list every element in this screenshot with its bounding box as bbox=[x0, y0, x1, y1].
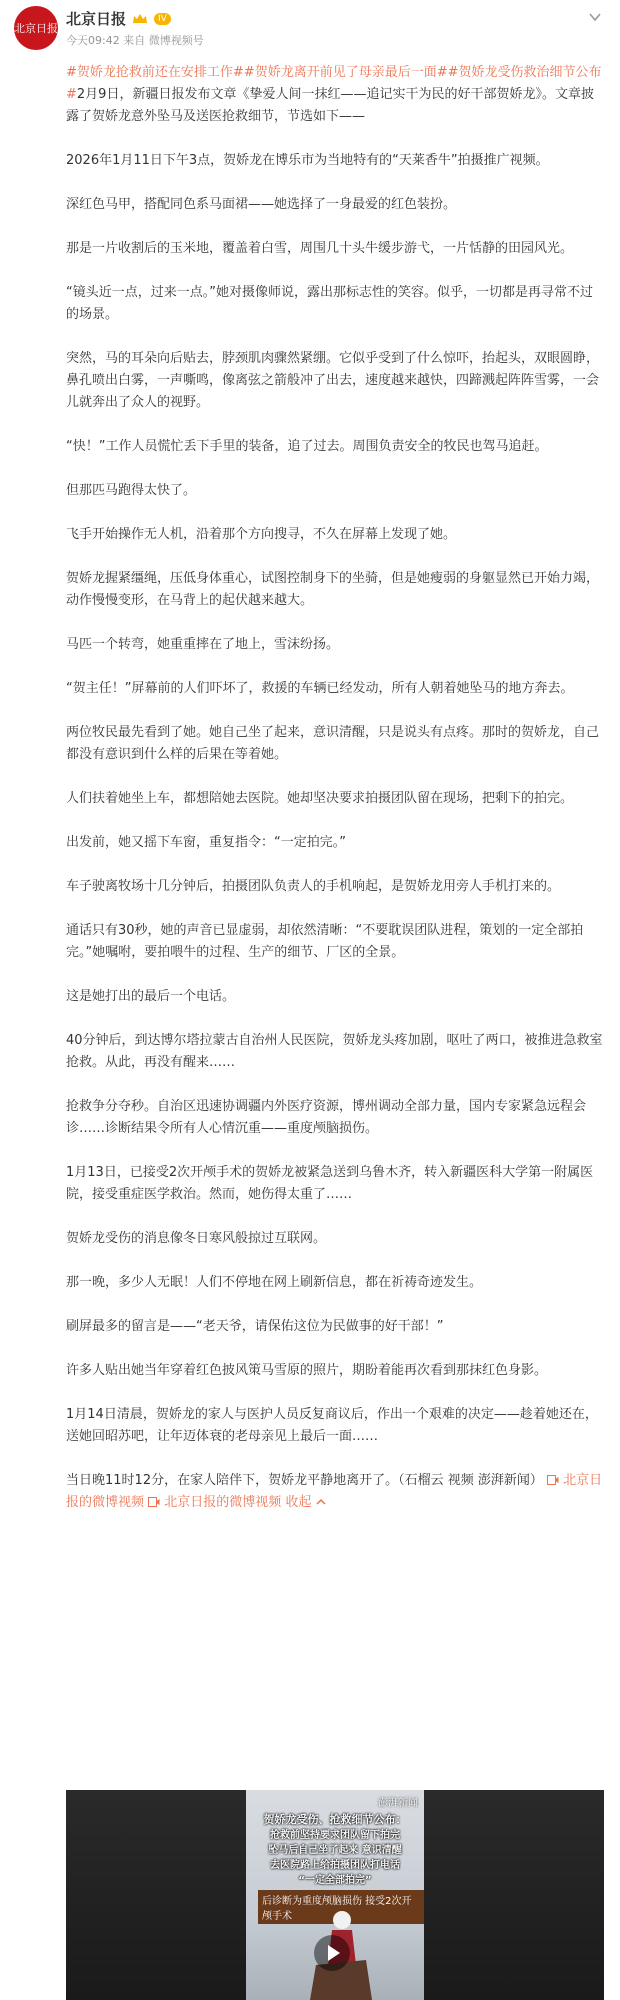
body-paragraph: 许多人贴出她当年穿着红色披风策马雪原的照片，期盼着能再次看到那抹红色身影。 bbox=[66, 1363, 548, 1378]
body-paragraph: “快！”工作人员慌忙丢下手里的装备，追了过去。周围负责安全的牧民也驾马追赶。 bbox=[66, 439, 548, 454]
name-line bbox=[66, 8, 171, 29]
video-player[interactable] bbox=[66, 1790, 604, 2000]
hashtag-link[interactable]: #贺娇龙离开前见了母亲最后一面# bbox=[243, 65, 448, 80]
chevron-down-icon[interactable] bbox=[586, 8, 604, 26]
post-meta: 今天09:42 来自 微博视频号 bbox=[66, 34, 204, 47]
body-paragraph: 马匹一个转弯，她重重摔在了地上，雪沫纷扬。 bbox=[66, 637, 340, 652]
vip-badge: IV bbox=[154, 13, 171, 25]
body-paragraph: 这是她打出的最后一个电话。 bbox=[66, 989, 236, 1004]
body-paragraph: 1月14日清晨，贺娇龙的家人与医护人员反复商议后，作出一个艰难的决定——趁着她还在，送她回昭苏吧，让年迈体衰的老母亲见上最后一面…… bbox=[66, 1407, 598, 1444]
collapse-link[interactable]: 收起 bbox=[285, 1495, 312, 1510]
video-caption: 抢救前坚持要求团队留下拍完 bbox=[270, 1830, 400, 1841]
video-link-icon bbox=[547, 1475, 559, 1485]
lead-text: 2月9日，新疆日报发布文章《挚爱人间一抹红——追记实干为民的好干部贺娇龙》。文章披露了贺娇龙意外坠马及送医抢救细节，节选如下—— bbox=[66, 87, 594, 124]
body-paragraph: 突然，马的耳朵向后贴去，脖颈肌肉骤然紧绷。它似乎受到了什么惊吓，抬起头，双眼圆睁，鼻孔喷出白雾，一声嘶鸣，像离弦之箭般冲了出去，速度越来越快，四蹄溅起阵阵雪雾，一会儿就奔出了众人的视野。 bbox=[66, 351, 600, 410]
chevron-up-icon[interactable] bbox=[316, 1498, 326, 1506]
body-paragraph: 1月13日，已接受2次开颅手术的贺娇龙被紧急送到乌鲁木齐，转入新疆医科大学第一附属医院，接受重症医学救治。然而，她伤得太重了…… bbox=[66, 1165, 594, 1202]
body-paragraph: 那是一片收割后的玉米地，覆盖着白雪，周围几十头牛缓步游弋，一片恬静的田园风光。 bbox=[66, 241, 574, 256]
body-paragraph: 但那匹马跑得太快了。 bbox=[66, 483, 197, 498]
closing-paragraph bbox=[66, 1470, 604, 1514]
video-caption: “一定全部拍完” bbox=[298, 1875, 372, 1886]
crown-icon bbox=[132, 13, 148, 25]
paragraph-list bbox=[66, 150, 604, 1448]
body-paragraph: 人们扶着她坐上车，都想陪她去医院。她却坚决要求拍摄团队留在现场，把剩下的拍完。 bbox=[66, 791, 574, 806]
video-subtitle-bar: 后诊断为重度颅脑损伤 接受2次开颅手术 bbox=[258, 1890, 424, 1924]
play-button[interactable] bbox=[314, 1935, 350, 1971]
body-paragraph: 抢救争分夺秒。自治区迅速协调疆内外医疗资源，博州调动全部力量，国内专家紧急远程会诊……诊断结果令所有人心情沉重——重度颅脑损伤。 bbox=[66, 1099, 587, 1136]
hashtag-link[interactable]: #贺娇龙受伤救治细节公布# bbox=[66, 65, 602, 102]
body-paragraph: “镜头近一点，过来一点。”她对摄像师说，露出那标志性的笑容。似乎，一切都是再寻常不过的场景。 bbox=[66, 285, 593, 322]
account-name[interactable]: 北京日报 bbox=[66, 10, 127, 28]
body-paragraph: 两位牧民最先看到了她。她自己坐了起来，意识清醒，只是说头有点疼。那时的贺娇龙，自己都没有意识到什么样的后果在等着她。 bbox=[66, 725, 600, 762]
video-caption: 去医院路上给拍摄团队打电话 bbox=[270, 1860, 400, 1871]
body-paragraph: 飞手开始操作无人机，沿着那个方向搜寻，不久在屏幕上发现了她。 bbox=[66, 527, 457, 542]
body-paragraph: “贺主任！”屏幕前的人们吓坏了，救援的车辆已经发动，所有人朝着她坠马的地方奔去。 bbox=[66, 681, 574, 696]
video-caption: 坠马后自己坐了起来 意识清醒 bbox=[268, 1845, 402, 1856]
avatar-text: 北京日报 bbox=[14, 22, 58, 35]
video-link-icon bbox=[148, 1497, 160, 1507]
body-paragraph: 贺娇龙受伤的消息像冬日寒风般掠过互联网。 bbox=[66, 1231, 327, 1246]
body-paragraph: 出发前，她又摇下车窗，重复指令：“一定拍完。” bbox=[66, 835, 346, 850]
avatar[interactable] bbox=[14, 6, 58, 50]
closing-text: 当日晚11时12分，在家人陪伴下，贺娇龙平静地离开了。（石榴云 视频 澎湃新闻） bbox=[66, 1473, 543, 1488]
body-paragraph: 2026年1月11日下午3点，贺娇龙在博乐市为当地特有的“天莱香牛”拍摄推广视频。 bbox=[66, 153, 549, 168]
post-content bbox=[66, 62, 604, 1514]
body-paragraph: 那一晚，多少人无眠！人们不停地在网上刷新信息，都在祈祷奇迹发生。 bbox=[66, 1275, 483, 1290]
body-paragraph: 刷屏最多的留言是——“老天爷，请保佑这位为民做事的好干部！” bbox=[66, 1319, 444, 1334]
body-paragraph: 40分钟后，到达博尔塔拉蒙古自治州人民医院，贺娇龙头疼加剧，呕吐了两口，被推进急救室抢救。从此，再没有醒来…… bbox=[66, 1033, 603, 1070]
video-link[interactable]: 北京日报的微博视频 bbox=[66, 1473, 603, 1510]
hashtag-link[interactable]: #贺娇龙抢救前还在安排工作# bbox=[66, 65, 244, 80]
body-paragraph: 深红色马甲，搭配同色系马面裙——她选择了一身最爱的红色装扮。 bbox=[66, 197, 457, 212]
post-header bbox=[0, 0, 620, 60]
video-caption: 贺娇龙受伤、抢救细节公布： bbox=[263, 1813, 407, 1826]
video-link[interactable]: 北京日报的微博视频 bbox=[164, 1495, 282, 1510]
body-paragraph: 车子驶离牧场十几分钟后，拍摄团队负责人的手机响起，是贺娇龙用旁人手机打来的。 bbox=[66, 879, 561, 894]
video-logo: 澎湃新闻 bbox=[378, 1798, 418, 1809]
lead-paragraph bbox=[66, 62, 604, 128]
body-paragraph: 通话只有30秒，她的声音已显虚弱，却依然清晰：“不要耽误团队进程，策划的一定全部拍完。”她嘱咐，要拍喂牛的过程、生产的细节、厂区的全景。 bbox=[66, 923, 584, 960]
body-paragraph: 贺娇龙握紧缰绳，压低身体重心，试图控制身下的坐骑，但是她瘦弱的身躯显然已开始力竭，动作慢慢变形，在马背上的起伏越来越大。 bbox=[66, 571, 600, 608]
play-icon bbox=[314, 1935, 350, 1971]
